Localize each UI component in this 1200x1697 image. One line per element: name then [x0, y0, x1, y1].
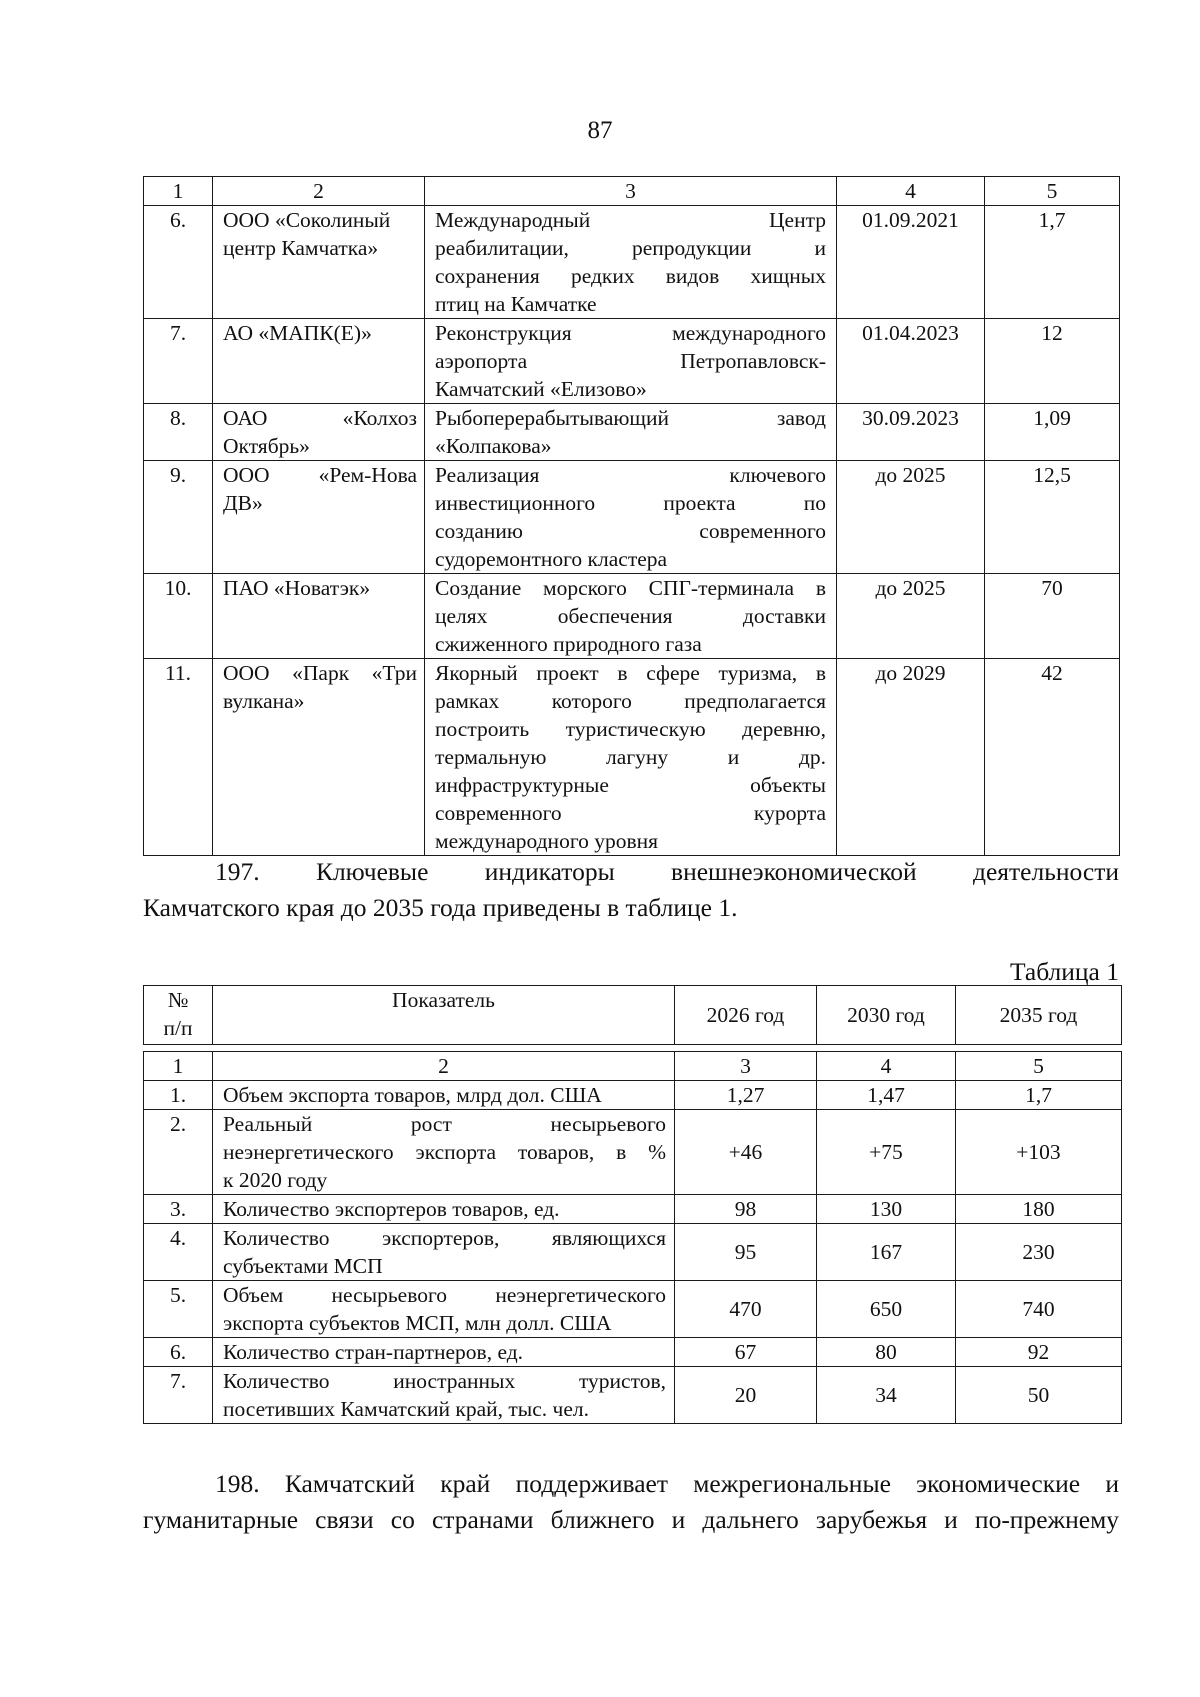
project-date: до 2025 — [837, 574, 985, 659]
indicator-name-line: Количество экспортеров, являющихся — [223, 1226, 666, 1250]
project-row — [144, 404, 1120, 461]
project-value: 1,09 — [985, 404, 1120, 461]
indicator-name — [213, 1338, 675, 1367]
project-description-lines — [435, 206, 826, 318]
year-2035-header: 2035 год — [956, 986, 1122, 1045]
project-organization-lines — [223, 206, 417, 262]
projects-table-header-row — [144, 177, 1120, 206]
project-organization — [213, 404, 425, 461]
project-number: 9. — [144, 461, 213, 574]
project-description — [425, 574, 837, 659]
indicator-2035: 92 — [956, 1338, 1122, 1367]
indicator-row — [144, 1195, 1122, 1224]
indicator-2035: +103 — [956, 1110, 1122, 1195]
project-number: 11. — [144, 659, 213, 856]
project-description-line: сохранения редких видов хищных — [435, 264, 826, 288]
project-description-line: международного уровня — [435, 829, 659, 853]
project-description-lines — [435, 404, 826, 460]
project-description-lines — [435, 574, 826, 658]
indicator-2035: 1,7 — [956, 1081, 1122, 1110]
project-row — [144, 206, 1120, 319]
header-cell: 2 — [213, 177, 425, 206]
indicator-row — [144, 1110, 1122, 1195]
table-caption: Таблица 1 — [1009, 957, 1119, 986]
indicator-2026: 1,27 — [675, 1081, 817, 1110]
paragraph-197-line-1: 197. Ключевые индикаторы внешнеэкономической деятельности — [215, 857, 1119, 886]
indicator-2035: 180 — [956, 1195, 1122, 1224]
project-description-line: инвестиционного проекта по — [435, 491, 826, 515]
paragraph-198 — [143, 1466, 1119, 1538]
num-column-header-line-1: № — [167, 988, 189, 1012]
project-organization — [213, 574, 425, 659]
indicator-name-lines — [223, 1081, 666, 1109]
project-description-line: термальную лагуну и др. — [435, 745, 826, 769]
project-description-line: Реконструкция международного — [435, 321, 826, 345]
project-organization — [213, 659, 425, 856]
indicator-name — [213, 1081, 675, 1110]
header-cell: 5 — [985, 177, 1120, 206]
project-organization-line: ОАО «Колхоз — [223, 406, 417, 430]
project-organization-lines — [223, 659, 417, 715]
project-organization — [213, 461, 425, 574]
header-cell: 3 — [425, 177, 837, 206]
indicator-name-line: посетивших Камчатский край, тыс. чел. — [223, 1397, 590, 1421]
indicator-number: 4. — [144, 1224, 213, 1281]
indicator-2035: 230 — [956, 1224, 1122, 1281]
project-description-line: судоремонтного кластера — [435, 547, 668, 571]
project-organization-lines — [223, 574, 417, 602]
indicator-name — [213, 1367, 675, 1424]
project-organization-line: вулкана» — [223, 689, 305, 713]
project-description-line: птиц на Камчатке — [435, 292, 597, 316]
indicator-name-lines — [223, 1338, 666, 1366]
indicator-row — [144, 1281, 1122, 1338]
indicator-name-lines — [223, 1110, 666, 1194]
indicator-2030: +75 — [817, 1110, 956, 1195]
indicator-row — [144, 1224, 1122, 1281]
project-number: 7. — [144, 319, 213, 404]
indicator-2035: 740 — [956, 1281, 1122, 1338]
project-value: 12 — [985, 319, 1120, 404]
indicators-head-row — [144, 986, 1122, 1045]
project-date: до 2025 — [837, 461, 985, 574]
indicator-column-header: Показатель — [213, 986, 675, 1045]
indicator-name-lines — [223, 1224, 666, 1280]
indicator-2026: 98 — [675, 1195, 817, 1224]
indicator-name-lines — [223, 1367, 666, 1423]
index-cell: 2 — [213, 1052, 675, 1081]
indicator-name-line: Количество стран-партнеров, ед. — [223, 1340, 524, 1364]
projects-table — [143, 176, 1120, 856]
indicator-name — [213, 1281, 675, 1338]
project-description-line: Рыбоперерабытывающий завод — [435, 406, 826, 430]
project-description-line: Реализация ключевого — [435, 463, 826, 487]
indicator-2030: 34 — [817, 1367, 956, 1424]
indicator-name-line: Объем несырьевого неэнергетического — [223, 1283, 666, 1307]
project-organization-line: АО «МАПК(Е)» — [223, 321, 372, 345]
project-organization-line: центр Камчатка» — [223, 236, 379, 260]
project-description-line: инфраструктурные объекты — [435, 773, 826, 797]
index-cell: 3 — [675, 1052, 817, 1081]
project-description-lines — [435, 319, 826, 403]
project-number: 8. — [144, 404, 213, 461]
indicator-number: 5. — [144, 1281, 213, 1338]
indicator-number: 3. — [144, 1195, 213, 1224]
indicator-row — [144, 1081, 1122, 1110]
project-organization-line: ДВ» — [223, 491, 263, 515]
paragraph-198-line-1: 198. Камчатский край поддерживает межрегиональные экономические и — [215, 1469, 1119, 1498]
header-cell: 4 — [837, 177, 985, 206]
index-cell: 5 — [956, 1052, 1122, 1081]
project-value: 70 — [985, 574, 1120, 659]
indicator-name — [213, 1195, 675, 1224]
indicator-number: 2. — [144, 1110, 213, 1195]
indicator-2030: 80 — [817, 1338, 956, 1367]
num-column-header — [144, 986, 213, 1045]
project-description — [425, 404, 837, 461]
indicator-name-line: Реальный рост несырьевого — [223, 1112, 666, 1136]
project-description-line: построить туристическую деревню, — [435, 717, 826, 741]
project-description-line: аэропорта Петропавловск- — [435, 349, 826, 373]
paragraph-198-line-2: гуманитарные связи со странами ближнего и дальнего зарубежья и по-прежнему — [143, 1505, 1119, 1534]
indicator-row — [144, 1367, 1122, 1424]
indicator-2030: 650 — [817, 1281, 956, 1338]
indicator-2026: 67 — [675, 1338, 817, 1367]
project-description-lines — [435, 659, 826, 855]
project-row — [144, 574, 1120, 659]
project-description — [425, 319, 837, 404]
indicator-2035: 50 — [956, 1367, 1122, 1424]
num-column-header-line-2: п/п — [163, 1016, 193, 1040]
project-value: 42 — [985, 659, 1120, 856]
project-description-line: реабилитации, репродукции и — [435, 236, 826, 260]
indicator-number: 6. — [144, 1338, 213, 1367]
project-organization — [213, 319, 425, 404]
project-description-line: сжиженного природного газа — [435, 632, 702, 656]
project-description-line: «Колпакова» — [435, 434, 552, 458]
project-value: 1,7 — [985, 206, 1120, 319]
indicator-name-lines — [223, 1281, 666, 1337]
project-description — [425, 659, 837, 856]
year-2030-header: 2030 год — [817, 986, 956, 1045]
indicators-index-row — [144, 1052, 1122, 1081]
indicator-2026: 470 — [675, 1281, 817, 1338]
project-description — [425, 461, 837, 574]
year-2026-header: 2026 год — [675, 986, 817, 1045]
project-organization-lines — [223, 319, 417, 347]
project-date: 01.04.2023 — [837, 319, 985, 404]
project-organization-lines — [223, 404, 417, 460]
indicator-name-line: субъектами МСП — [223, 1254, 383, 1278]
indicator-name-line: экспорта субъектов МСП, млн долл. США — [223, 1311, 612, 1335]
project-description — [425, 206, 837, 319]
indicator-name — [213, 1110, 675, 1195]
indicator-2026: 95 — [675, 1224, 817, 1281]
indicator-row — [144, 1338, 1122, 1367]
indicator-2030: 167 — [817, 1224, 956, 1281]
page-number: 87 — [587, 117, 613, 144]
project-number: 10. — [144, 574, 213, 659]
indicator-name-line: Количество экспортеров товаров, ед. — [223, 1197, 560, 1221]
paragraph-197 — [143, 854, 1119, 926]
indicator-2030: 130 — [817, 1195, 956, 1224]
project-organization-line: ООО «Парк «Три — [223, 661, 417, 685]
project-description-line: рамках которого предполагается — [435, 689, 826, 713]
header-cell: 1 — [144, 177, 213, 206]
project-date: 30.09.2023 — [837, 404, 985, 461]
project-date: 01.09.2021 — [837, 206, 985, 319]
indicator-number: 7. — [144, 1367, 213, 1424]
indicator-name-line: Объем экспорта товаров, млрд дол. США — [223, 1083, 602, 1107]
index-cell: 1 — [144, 1052, 213, 1081]
project-description-line: современного курорта — [435, 801, 826, 825]
project-organization-line: ПАО «Новатэк» — [223, 576, 371, 600]
project-organization-lines — [223, 461, 417, 517]
indicators-table-head — [143, 985, 1122, 1045]
indicator-name-line: Количество иностранных туристов, — [223, 1369, 666, 1393]
indicator-name-lines — [223, 1195, 666, 1223]
indicator-name — [213, 1224, 675, 1281]
indicator-2026: 20 — [675, 1367, 817, 1424]
project-description-line: целях обеспечения доставки — [435, 604, 826, 628]
project-number: 6. — [144, 206, 213, 319]
project-date: до 2029 — [837, 659, 985, 856]
project-description-line: Международный Центр — [435, 208, 826, 232]
indicators-table — [143, 1051, 1122, 1424]
indicator-number: 1. — [144, 1081, 213, 1110]
project-organization — [213, 206, 425, 319]
project-organization-line: Октябрь» — [223, 434, 310, 458]
indicator-2026: +46 — [675, 1110, 817, 1195]
indicator-2030: 1,47 — [817, 1081, 956, 1110]
indicator-name-line: неэнергетического экспорта товаров, в % — [223, 1140, 666, 1164]
index-cell: 4 — [817, 1052, 956, 1081]
paragraph-197-line-2: Камчатского края до 2035 года приведены в таблице 1. — [143, 893, 738, 922]
project-row — [144, 461, 1120, 574]
project-row — [144, 659, 1120, 856]
project-organization-line: ООО «Рем-Нова — [223, 463, 417, 487]
indicator-name-line: к 2020 году — [223, 1168, 328, 1192]
project-description-line: созданию современного — [435, 519, 826, 543]
project-description-line: Камчатский «Елизово» — [435, 377, 647, 401]
project-value: 12,5 — [985, 461, 1120, 574]
project-description-line: Якорный проект в сфере туризма, в — [435, 661, 826, 685]
project-organization-line: ООО «Соколиный — [223, 208, 391, 232]
project-description-line: Создание морского СПГ-терминала в — [435, 576, 826, 600]
project-description-lines — [435, 461, 826, 573]
project-row — [144, 319, 1120, 404]
